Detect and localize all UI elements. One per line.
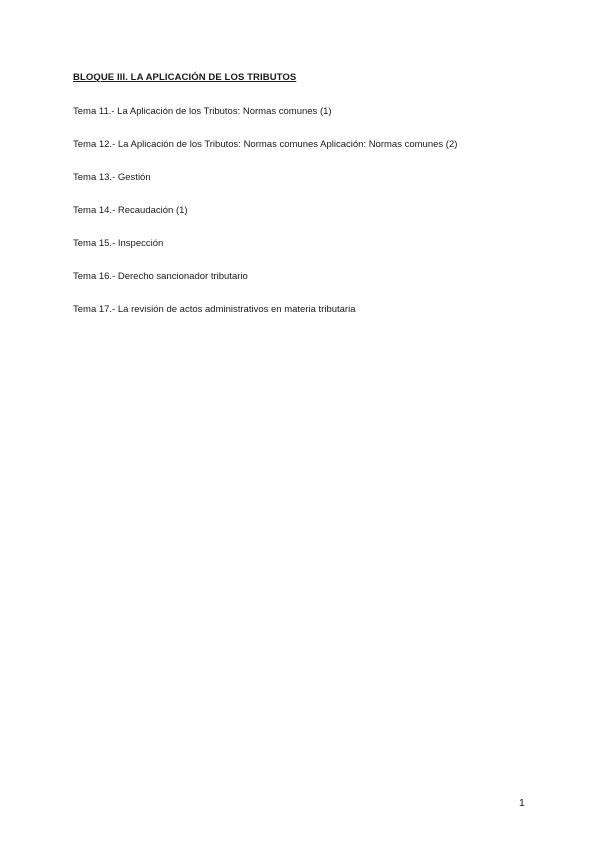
page-number: 1 bbox=[519, 797, 525, 809]
topic-item: Tema 16.- Derecho sancionador tributario bbox=[73, 271, 248, 282]
topic-item: Tema 14.- Recaudación (1) bbox=[73, 205, 188, 216]
topic-list bbox=[73, 106, 457, 337]
topic-item: Tema 17.- La revisión de actos administrativos en materia tributaria bbox=[73, 304, 356, 315]
topic-item: Tema 13.- Gestión bbox=[73, 172, 151, 183]
topic-item: Tema 11.- La Aplicación de los Tributos: Normas comunes (1) bbox=[73, 106, 332, 117]
topic-item: Tema 12.- La Aplicación de los Tributos: Normas comunes Aplicación: Normas comunes (2) bbox=[73, 139, 458, 150]
topic-item: Tema 15.- Inspección bbox=[73, 238, 164, 249]
section-heading: BLOQUE III. LA APLICACIÓN DE LOS TRIBUTOS bbox=[73, 72, 297, 83]
